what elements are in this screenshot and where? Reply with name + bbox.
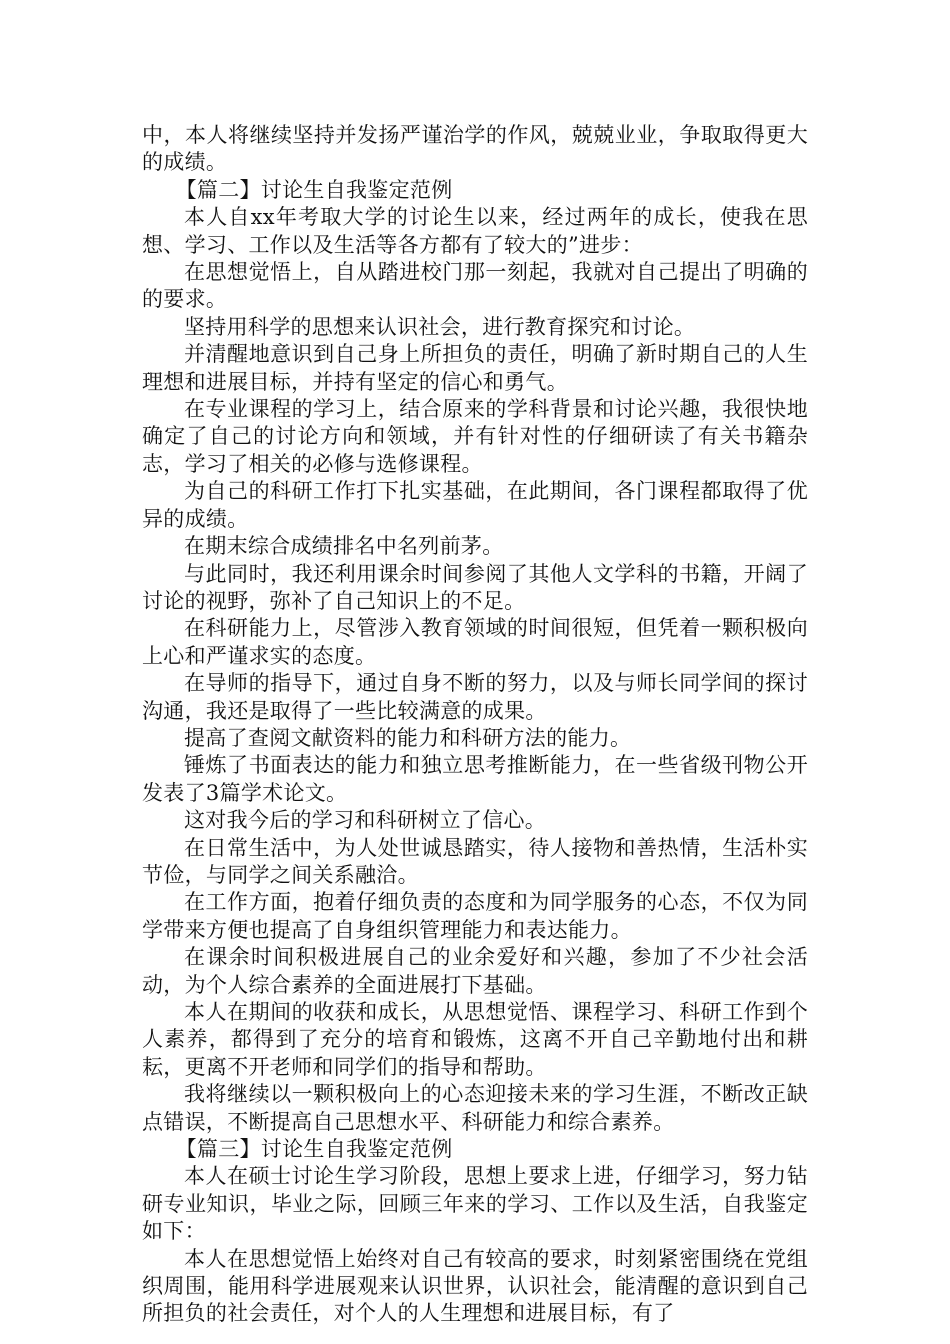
paragraph: 为自己的科研工作打下扎实基础，在此期间，各门课程都取得了优异的成绩。 [142, 479, 808, 531]
paragraph: 在专业课程的学习上，结合原来的学科背景和讨论兴趣，我很快地确定了自己的讨论方向和领域，并有针对性的仔细研读了有关书籍杂志，学习了相关的必修与选修课程。 [142, 397, 808, 476]
paragraph: 在日常生活中，为人处世诚恳踏实，待人接物和善热情，生活朴实节俭，与同学之间关系融洽。 [142, 835, 808, 887]
document-body [142, 122, 808, 1328]
paragraph: 在期末综合成绩排名中名列前茅。 [184, 534, 504, 559]
paragraph: 坚持用科学的思想来认识社会，进行教育探究和讨论。 [184, 314, 696, 339]
paragraph: 中，本人将继续坚持并发扬严谨治学的作风，兢兢业业，争取取得更大的成绩。 [142, 123, 808, 175]
paragraph: 本人在期间的收获和成长，从思想觉悟、课程学习、科研工作到个人素养，都得到了充分的培育和锻炼，这离不开自己辛勤地付出和耕耘，更离不开老师和同学们的指导和帮助。 [142, 1000, 808, 1079]
paragraph: 本人在思想觉悟上始终对自己有较高的要求，时刻紧密围绕在党组织周围，能用科学进展观来认识世界，认识社会，能清醒的意识到自己所担负的社会责任，对个人的人生理想和进展目标，有了 [142, 1246, 808, 1326]
paragraph: 在工作方面，抱着仔细负责的态度和为同学服务的心态，不仅为同学带来方便也提高了自身组织管理能力和表达能力。 [142, 890, 808, 942]
paragraph: 在科研能力上，尽管涉入教育领域的时间很短，但凭着一颗积极向上心和严谨求实的态度。 [142, 616, 808, 668]
paragraph: 本人自xx年考取大学的讨论生以来，经过两年的成长，使我在思想、学习、工作以及生活等各方都有了较大的”进步： [142, 205, 808, 257]
paragraph: 提高了查阅文献资料的能力和科研方法的能力。 [184, 725, 632, 750]
paragraph: 在导师的指导下，通过自身不断的努力，以及与师长同学间的探讨沟通，我还是取得了一些比较满意的成果。 [142, 671, 808, 723]
paragraph: 在课余时间积极进展自己的业余爱好和兴趣，参加了不少社会活动，为个人综合素养的全面进展打下基础。 [142, 945, 808, 997]
paragraph: 这对我今后的学习和科研树立了信心。 [184, 808, 547, 833]
section-heading: 【篇二】讨论生自我鉴定范例 [175, 177, 453, 202]
paragraph: 本人在硕士讨论生学习阶段，思想上要求上进，仔细学习，努力钻研专业知识，毕业之际，回顾三年来的学习、工作以及生活，自我鉴定如下： [142, 1164, 808, 1244]
paragraph: 我将继续以一颗积极向上的心态迎接未来的学习生涯，不断改正缺点错误，不断提高自己思想水平、科研能力和综合素养。 [142, 1082, 808, 1134]
section-heading: 【篇三】讨论生自我鉴定范例 [175, 1137, 453, 1162]
paragraph: 与此同时，我还利用课余时间参阅了其他人文学科的书籍，开阔了讨论的视野，弥补了自己知识上的不足。 [142, 561, 808, 613]
paragraph: 在思想觉悟上，自从踏进校门那一刻起，我就对自己提出了明确的的要求。 [142, 260, 808, 312]
paragraph: 锤炼了书面表达的能力和独立思考推断能力，在一些省级刊物公开发表了3篇学术论文。 [142, 753, 808, 805]
paragraph: 并清醒地意识到自己身上所担负的责任，明确了新时期自己的人生理想和进展目标，并持有坚定的信心和勇气。 [142, 342, 808, 394]
